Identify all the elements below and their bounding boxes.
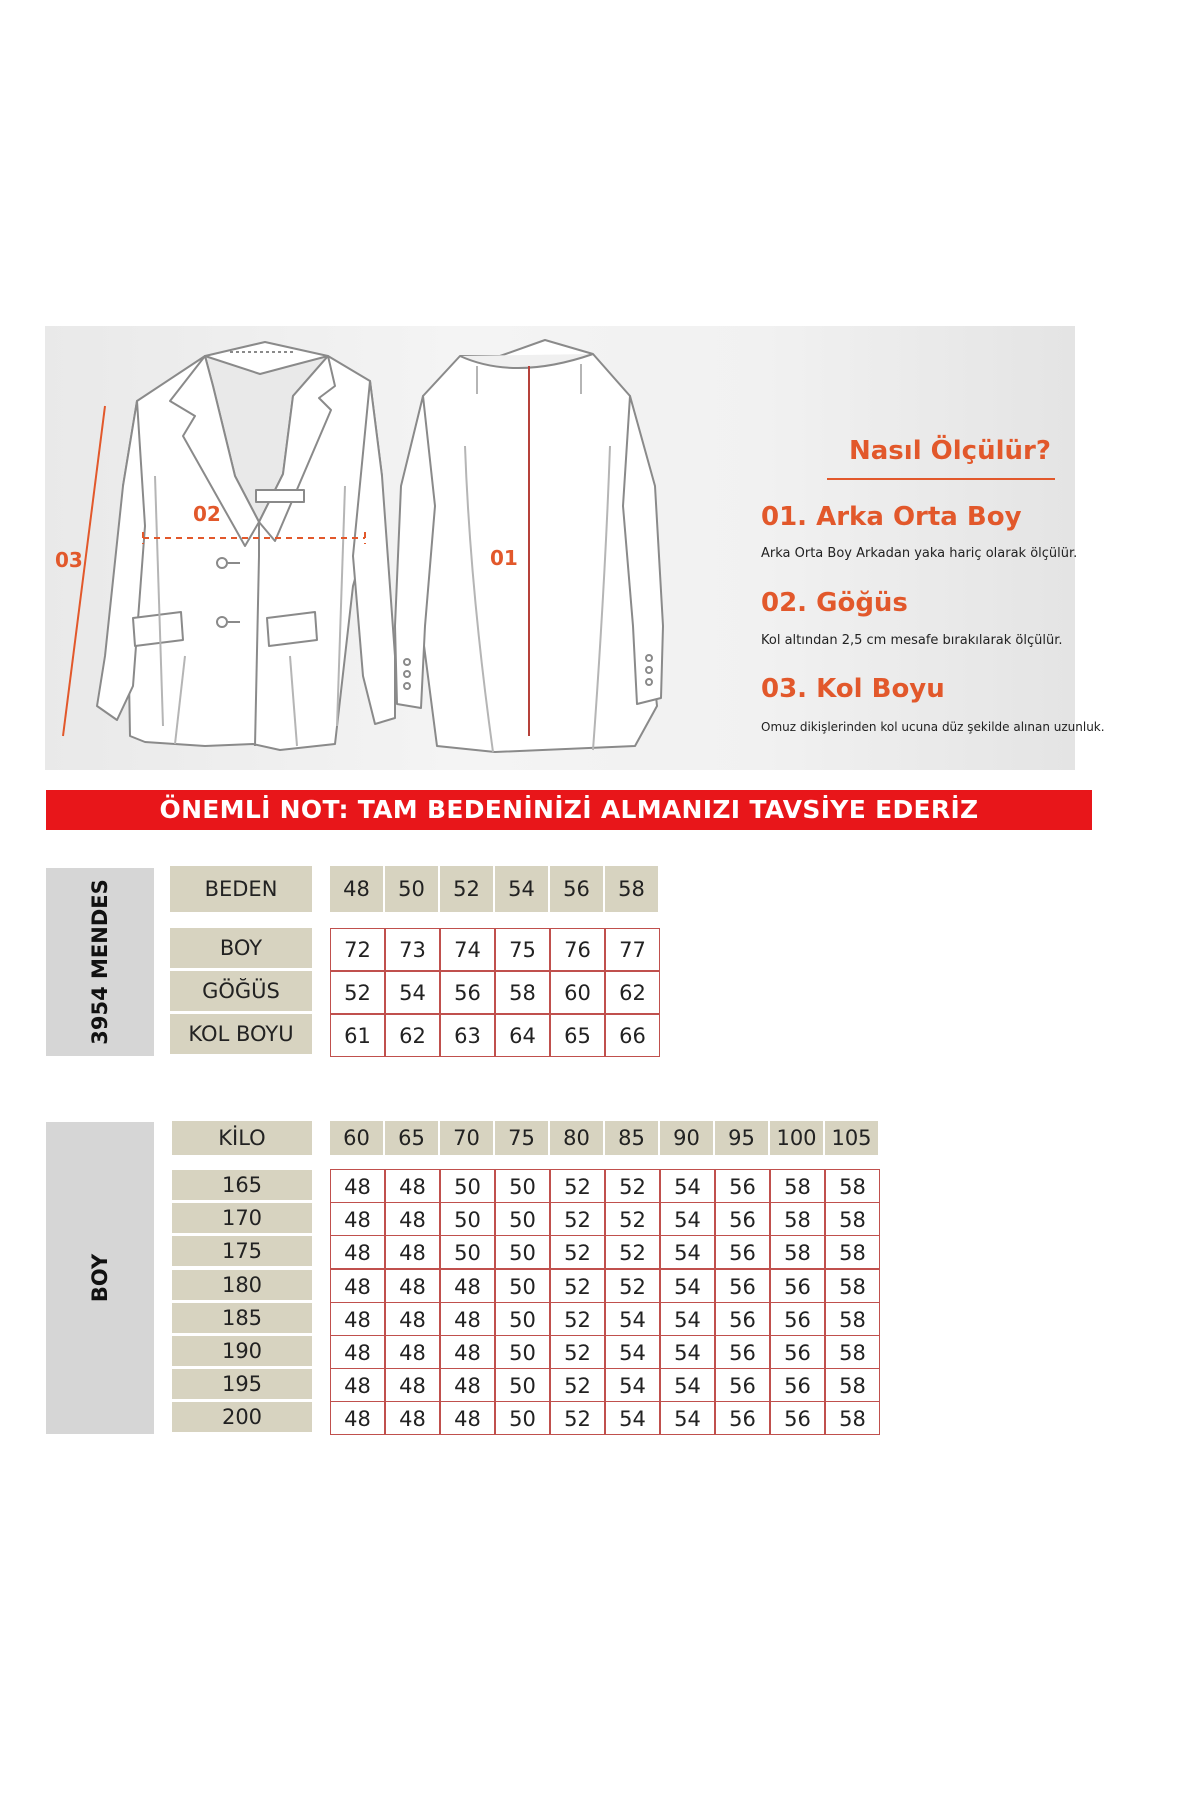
weight-header-cell: 70 xyxy=(440,1121,493,1155)
fit-size-cell: 48 xyxy=(385,1169,440,1203)
weight-header-cell: 65 xyxy=(385,1121,438,1155)
fit-size-cell: 50 xyxy=(495,1401,550,1435)
fit-size-cell: 54 xyxy=(605,1401,660,1435)
measure-cell: 74 xyxy=(440,928,495,971)
weight-header-cell: 75 xyxy=(495,1121,548,1155)
fit-size-cell: 50 xyxy=(495,1269,550,1303)
fit-size-cell: 58 xyxy=(825,1302,880,1336)
fit-size-cell: 48 xyxy=(440,1335,495,1369)
size-header-cell: 52 xyxy=(440,866,493,912)
height-row-label: 200 xyxy=(172,1402,312,1432)
weight-header-cell: 100 xyxy=(770,1121,823,1155)
fit-size-cell: 56 xyxy=(715,1368,770,1402)
fit-size-cell: 50 xyxy=(495,1335,550,1369)
fit-size-cell: 54 xyxy=(660,1269,715,1303)
fit-size-cell: 56 xyxy=(770,1302,825,1336)
fit-size-cell: 50 xyxy=(495,1235,550,1269)
fit-size-cell: 58 xyxy=(770,1235,825,1269)
fit-size-cell: 54 xyxy=(660,1169,715,1203)
fit-size-cell: 48 xyxy=(385,1335,440,1369)
size-header-cell: 48 xyxy=(330,866,383,912)
height-row-label: 175 xyxy=(172,1236,312,1266)
fit-size-cell: 52 xyxy=(550,1368,605,1402)
fit-size-cell: 48 xyxy=(440,1401,495,1435)
measure-cell: 56 xyxy=(440,971,495,1014)
fit-size-cell: 48 xyxy=(330,1269,385,1303)
measure-cell: 63 xyxy=(440,1014,495,1057)
measure-cell: 61 xyxy=(330,1014,385,1057)
fit-size-cell: 56 xyxy=(715,1202,770,1236)
fit-size-cell: 50 xyxy=(440,1202,495,1236)
fit-size-cell: 50 xyxy=(495,1368,550,1402)
measure-cell: 64 xyxy=(495,1014,550,1057)
fit-size-cell: 52 xyxy=(605,1202,660,1236)
fit-size-cell: 54 xyxy=(660,1401,715,1435)
size-header-cell: 54 xyxy=(495,866,548,912)
fit-size-cell: 56 xyxy=(715,1169,770,1203)
fit-size-cell: 52 xyxy=(550,1169,605,1203)
measure-cell: 75 xyxy=(495,928,550,971)
fit-size-cell: 50 xyxy=(495,1202,550,1236)
step-3-desc: Omuz dikişlerinden kol ucuna düz şekilde alınan uzunluk. xyxy=(761,720,1105,734)
fit-size-cell: 54 xyxy=(660,1335,715,1369)
measure-cell: 54 xyxy=(385,971,440,1014)
fit-size-cell: 58 xyxy=(825,1202,880,1236)
fit-size-cell: 54 xyxy=(660,1202,715,1236)
fit-size-cell: 48 xyxy=(385,1302,440,1336)
fit-size-cell: 58 xyxy=(770,1202,825,1236)
fit-size-cell: 52 xyxy=(605,1169,660,1203)
fit-size-cell: 52 xyxy=(550,1302,605,1336)
measure-cell: 65 xyxy=(550,1014,605,1057)
weight-header-cell: 95 xyxy=(715,1121,768,1155)
fit-size-cell: 56 xyxy=(715,1335,770,1369)
fit-size-cell: 50 xyxy=(495,1169,550,1203)
height-row-label: 185 xyxy=(172,1303,312,1333)
fit-size-cell: 52 xyxy=(550,1269,605,1303)
fit-size-cell: 52 xyxy=(550,1401,605,1435)
step-2-title: 02. Göğüs xyxy=(761,588,908,618)
fit-size-cell: 48 xyxy=(440,1368,495,1402)
fit-size-cell: 56 xyxy=(770,1401,825,1435)
height-row-label: 170 xyxy=(172,1203,312,1233)
fit-size-cell: 58 xyxy=(825,1269,880,1303)
fit-size-cell: 54 xyxy=(605,1335,660,1369)
measure-cell: 52 xyxy=(330,971,385,1014)
size-header-cell: 58 xyxy=(605,866,658,912)
measure-row-label: KOL BOYU xyxy=(170,1014,312,1054)
weight-header-cell: 60 xyxy=(330,1121,383,1155)
fit-size-cell: 48 xyxy=(440,1302,495,1336)
model-label xyxy=(46,868,154,1056)
fit-size-cell: 56 xyxy=(770,1269,825,1303)
fit-size-cell: 56 xyxy=(715,1269,770,1303)
measure-cell: 62 xyxy=(385,1014,440,1057)
how-to-measure-title: Nasıl Ölçülür? xyxy=(849,436,1051,466)
fit-size-cell: 58 xyxy=(770,1169,825,1203)
measure-cell: 72 xyxy=(330,928,385,971)
fit-size-cell: 58 xyxy=(825,1235,880,1269)
fit-size-cell: 48 xyxy=(330,1202,385,1236)
size-header-cell: 50 xyxy=(385,866,438,912)
fit-size-cell: 48 xyxy=(385,1401,440,1435)
measure-cell: 62 xyxy=(605,971,660,1014)
measure-cell: 58 xyxy=(495,971,550,1014)
fit-size-cell: 48 xyxy=(330,1401,385,1435)
weight-header-cell: 105 xyxy=(825,1121,878,1155)
marker-01: 01 xyxy=(490,546,518,570)
fit-size-cell: 58 xyxy=(825,1401,880,1435)
fit-size-cell: 48 xyxy=(385,1368,440,1402)
fit-size-cell: 48 xyxy=(330,1335,385,1369)
fit-size-cell: 50 xyxy=(495,1302,550,1336)
fit-size-cell: 54 xyxy=(660,1302,715,1336)
measure-row-label: BOY xyxy=(170,928,312,968)
fit-size-cell: 48 xyxy=(330,1235,385,1269)
fit-size-cell: 48 xyxy=(440,1269,495,1303)
fit-size-cell: 54 xyxy=(605,1302,660,1336)
fit-size-cell: 50 xyxy=(440,1235,495,1269)
measure-cell: 66 xyxy=(605,1014,660,1057)
height-label xyxy=(46,1122,154,1434)
weight-header-label: KİLO xyxy=(172,1121,312,1155)
height-row-label: 180 xyxy=(172,1270,312,1300)
measure-cell: 73 xyxy=(385,928,440,971)
fit-size-cell: 52 xyxy=(605,1235,660,1269)
fit-size-cell: 52 xyxy=(550,1202,605,1236)
height-row-label: 165 xyxy=(172,1170,312,1200)
fit-size-cell: 58 xyxy=(825,1368,880,1402)
fit-size-cell: 48 xyxy=(385,1202,440,1236)
step-1-desc: Arka Orta Boy Arkadan yaka hariç olarak ölçülür. xyxy=(761,546,1078,561)
height-row-label: 190 xyxy=(172,1336,312,1366)
fit-size-cell: 56 xyxy=(770,1335,825,1369)
fit-size-cell: 54 xyxy=(660,1235,715,1269)
fit-size-cell: 48 xyxy=(330,1169,385,1203)
fit-size-cell: 56 xyxy=(715,1401,770,1435)
fit-size-cell: 58 xyxy=(825,1335,880,1369)
title-underline xyxy=(827,478,1055,480)
fit-size-cell: 52 xyxy=(550,1335,605,1369)
model-name: 3954 MENDES xyxy=(88,879,112,1045)
measure-row-label: GÖĞÜS xyxy=(170,971,312,1011)
fit-size-cell: 56 xyxy=(715,1302,770,1336)
fit-size-cell: 54 xyxy=(660,1368,715,1402)
step-2-desc: Kol altından 2,5 cm mesafe bırakılarak ölçülür. xyxy=(761,633,1063,648)
step-1-title: 01. Arka Orta Boy xyxy=(761,502,1022,532)
fit-size-cell: 52 xyxy=(550,1235,605,1269)
marker-03: 03 xyxy=(55,548,83,572)
fit-size-cell: 58 xyxy=(825,1169,880,1203)
size-header-cell: 56 xyxy=(550,866,603,912)
measurement-diagram xyxy=(45,326,1105,770)
step-3-title: 03. Kol Boyu xyxy=(761,674,945,704)
fit-size-cell: 50 xyxy=(440,1169,495,1203)
weight-header-cell: 90 xyxy=(660,1121,713,1155)
size-header-label: BEDEN xyxy=(170,866,312,912)
marker-02: 02 xyxy=(193,502,221,526)
fit-size-cell: 54 xyxy=(605,1368,660,1402)
fit-size-cell: 56 xyxy=(715,1235,770,1269)
weight-header-cell: 80 xyxy=(550,1121,603,1155)
fit-size-cell: 48 xyxy=(330,1302,385,1336)
measure-cell: 60 xyxy=(550,971,605,1014)
height-axis-label: BOY xyxy=(88,1253,112,1303)
fit-size-cell: 48 xyxy=(385,1269,440,1303)
weight-header-cell: 85 xyxy=(605,1121,658,1155)
fit-size-cell: 56 xyxy=(770,1368,825,1402)
fit-size-cell: 48 xyxy=(330,1368,385,1402)
height-row-label: 195 xyxy=(172,1369,312,1399)
fit-size-cell: 48 xyxy=(385,1235,440,1269)
measure-cell: 77 xyxy=(605,928,660,971)
important-note: ÖNEMLİ NOT: TAM BEDENİNİZİ ALMANIZI TAVSİYE EDERİZ xyxy=(46,790,1092,830)
fit-size-cell: 52 xyxy=(605,1269,660,1303)
measure-cell: 76 xyxy=(550,928,605,971)
